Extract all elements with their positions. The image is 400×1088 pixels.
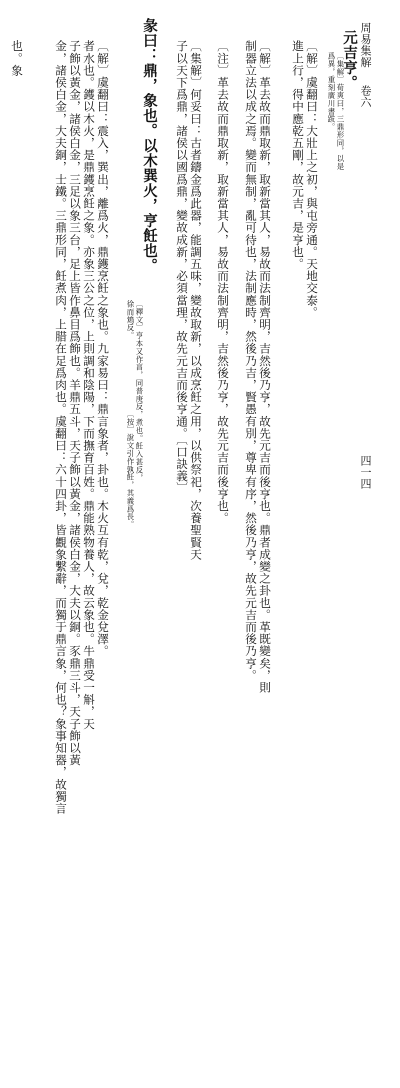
- text-line: 〔解〕虞翻曰：震入，巽出，離爲火，鼎鑊烹飪之象也。九家易曰：鼎言象者，卦也。木火互有乾，兌，乾金兌澤。: [96, 40, 110, 658]
- text-line: 〔按〕說文引作孰飪，其義爲長。: [126, 410, 135, 529]
- text-line: 徐而鴆反。: [126, 300, 135, 340]
- book-title: 周易集解: [359, 22, 372, 68]
- text-line: 金，諸侯白金，大夫銅，士鐵。三鼎形同，飪煮肉，上腊在足爲肉也。虞翻曰：六十四卦，皆觀象繫辭，而獨于鼎言象，何也？象事知器，故獨言: [54, 40, 68, 815]
- text-line: 〔釋文〕亨本又作亯，同普庚反，煮也。飪入甚反，: [135, 300, 144, 482]
- text-line: 者水也。鑊以木火，是鼎鑊烹飪之象。亦象三公之位，上則調和陰陽，下而撫育百姓。鼎能熟物養人，故云象也。牛鼎受一斛，天: [82, 40, 96, 730]
- volume-label: 卷六: [359, 85, 372, 108]
- page-number: 四一四: [359, 455, 372, 490]
- text-line: 制器立法以成之焉。變而無制，亂可待也，法制應時，然後乃吉，賢愚有別，尊卑有序，然後乃亨，故先元吉而後乃亨。: [244, 40, 258, 682]
- text-line: 〔解〕革去故而鼎取新，取新當其人，易故而法制齊明，吉然後乃亨，故先元吉而後亨也。鼎者成變之卦也。革既變矣，則: [258, 40, 272, 694]
- text-line: 進上行，得中應乾五剛，故元吉，是亨也。: [291, 40, 305, 270]
- text-line: 子飾以黃金，諸侯白金，三足以象三台，足上皆作鼻目爲飾也。羊鼎五斗，天子飾以黃金，諸侯白金，大夫以銅。豕鼎三斗，天子飾以黃: [68, 40, 82, 766]
- text-line: 爲異，重刻廣川書跋。: [327, 52, 336, 131]
- text-line: 也。象: [10, 40, 24, 77]
- text-line: 子以天下爲鼎，諸侯以國爲鼎，變故成新，必須當理，故先元吉而後亨通。〔口訣義〕: [175, 40, 189, 494]
- text-line: 彖曰：鼎，象也。以木巽火，亨飪也。: [141, 18, 158, 273]
- text-line: 〔注〕革去故而鼎取新，取新當其人，易故而法制齊明，吉然後乃亨，故先元吉而後亨也。: [216, 40, 230, 524]
- text-line: 〔集解〕何妥曰：古者鑄金爲此器，能調五味，變故取新，以成烹飪之用，以供祭祀，次養聖賢天: [189, 40, 203, 561]
- annotation-block: [325, 0, 345, 678]
- text-line: 元吉亨。: [341, 30, 358, 90]
- text-line: 〔解〕虞翻曰：大壯上之初，與屯旁通。天地交泰。: [305, 40, 319, 319]
- text-line: 〔集解〕荀爽曰，三鼎形同，以是: [336, 52, 345, 171]
